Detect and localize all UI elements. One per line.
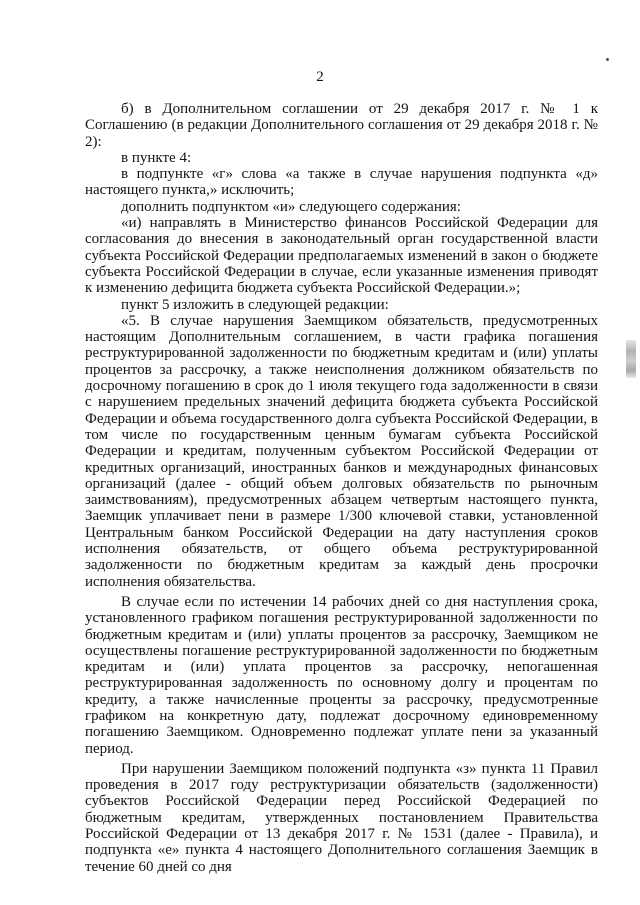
page-number: 2 bbox=[316, 69, 324, 85]
paragraph-add-subpoint-i: дополнить подпунктом «и» следующего содержания: bbox=[121, 198, 461, 215]
paragraph-point-4: в пункте 4: bbox=[121, 149, 192, 166]
document-body bbox=[85, 101, 598, 875]
paragraph-point-5-text: «5. В случае нарушения Заемщиком обязательств, предусмотренных настоящим Дополнительным соглашением, в части графика погашения реструктурированной задолженности по бюджетным кредитам и (или) уплаты процентов за рассрочку, а также неисполнения должником обязательств по досрочному погашению в срок до 1 июля текущего года задолженности в связи с нарушением предельных значений дефицита бюджета субъекта Российской Федерации и объема государственного долга субъекта Российской Федерации, в том числе по государственным ценным бумагам субъекта Российской Федерации и кредитам, полученным субъектом Российской Федерации от кредитных организаций, иностранных банков и международных финансовых организаций (далее - общий объем долговых обязательств по рыночным заимствованиям), предусмотренных абзацем четвертым настоящего пункта, Заемщик уплачивает пени в размере 1/300 ключевой ставки, установленной Центральным банком Российской Федерации на дату наступления сроков исполнения обязательств, от общего объема реструктурированной задолженности по бюджетным кредитам за каждый день просрочки исполнения обязательства. bbox=[85, 312, 598, 590]
paragraph-14-days: В случае если по истечении 14 рабочих дней со дня наступления срока, установленного графиком погашения реструктурированной задолженности по бюджетным кредитам и (или) уплаты процентов за рассрочку, Заемщиком не осуществлены погашение реструктурированной задолженности по бюджетным кредитам и (или) уплата процентов за рассрочку, непогашенная реструктурированная задолженность по основному долгу и процентам по кредиту, а также начисленные проценты за рассрочку, предусмотренные графиком на конкретную дату, подлежат досрочному единовременному погашению Заемщиком. Одновременно подлежат уплате пени за указанный период. bbox=[85, 593, 598, 757]
paragraph-point-5-intro: пункт 5 изложить в следующей редакции: bbox=[121, 296, 389, 313]
paragraph-rules-violation: При нарушении Заемщиком положений подпункта «з» пункта 11 Правил проведения в 2017 году реструктуризации обязательств (задолженности) субъектов Российской Федерации перед Российской Федерацией по бюджетным кредитам, утвержденных постановлением Правительства Российской Федерации от 13 декабря 2017 г. № 1531 (далее - Правила), и подпункта «е» пункта 4 настоящего Дополнительного соглашения Заемщик в течение 60 дней со дня bbox=[85, 760, 598, 875]
scan-artifact-mark bbox=[626, 340, 636, 378]
scan-artifact-dot bbox=[606, 58, 609, 61]
paragraph-amendment-b: б) в Дополнительном соглашении от 29 декабря 2017 г. № 1 к Соглашению (в редакции Дополнительного соглашения от 29 декабря 2018 г. № 2): bbox=[85, 101, 598, 150]
paragraph-subpoint-i-text: «и) направлять в Министерство финансов Российской Федерации для согласования до внесения в законодательный орган государственной власти субъекта Российской Федерации предполагаемых изменений в закон о бюджете субъекта Российской Федерации в случае, если указанные изменения приводят к изменению дефицита бюджета субъекта Российской Федерации.»; bbox=[85, 215, 598, 297]
paragraph-subpoint-g: в подпункте «г» слова «а также в случае нарушения подпункта «д» настоящего пункта,» исключить; bbox=[85, 166, 598, 199]
